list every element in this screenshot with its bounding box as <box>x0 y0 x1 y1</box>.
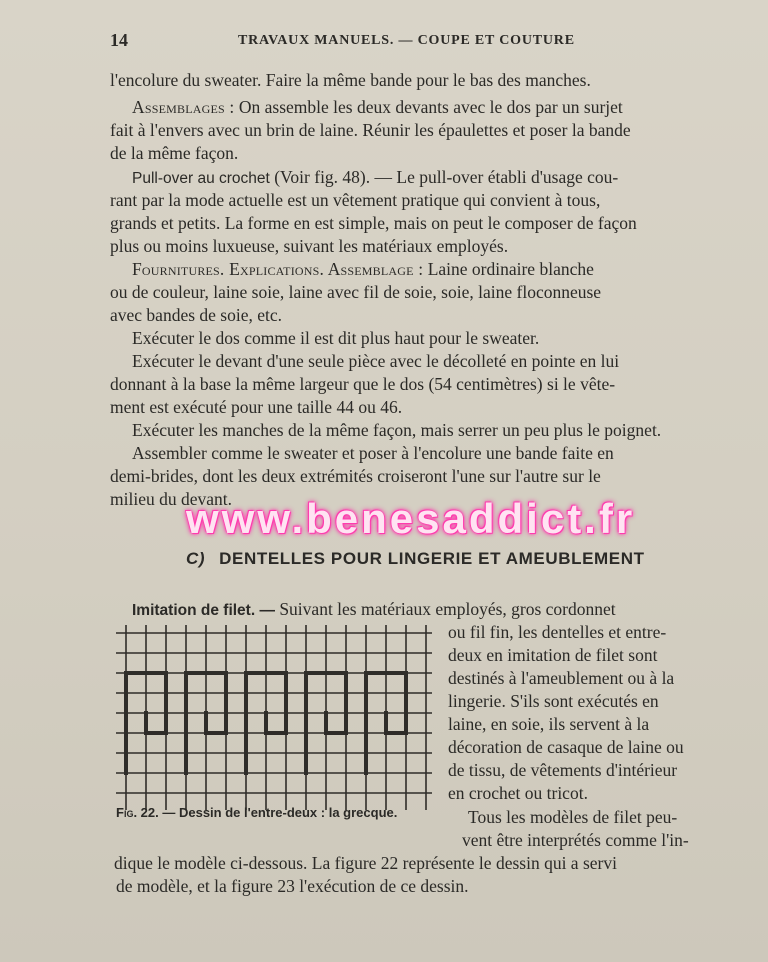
text-line: destinés à l'ameublement ou à la <box>448 668 675 688</box>
paragraph-heading: Imitation de filet. — <box>132 602 275 619</box>
text-line: deux en imitation de filet sont <box>448 645 658 665</box>
text-line: Exécuter le devant d'une seule pièce avec le décolleté en pointe en lui <box>132 351 620 371</box>
text-fragment: On assemble les deux devants avec le dos par un surjet <box>234 97 623 117</box>
text-fragment: (Voir fig. 48). — Le pull-over établi d'usage cou- <box>269 167 619 187</box>
text-line: milieu du devant. <box>110 489 232 509</box>
paragraph-heading: Fournitures. Explications. Assemblage : <box>132 259 424 279</box>
text-line: laine, en soie, ils servent à la <box>448 714 650 734</box>
text-line: Assembler comme le sweater et poser à l'encolure une bande faite en <box>132 443 614 463</box>
text-line: de tissu, de vêtements d'intérieur <box>448 760 678 780</box>
figure-caption-text: — Dessin de l'entre-deux : la grecque. <box>158 805 398 820</box>
figure-number: Fig. 22. <box>116 805 159 820</box>
section-title: DENTELLES POUR LINGERIE ET AMEUBLEMENT <box>219 549 645 568</box>
text-fragment: Laine ordinaire blanche <box>423 259 594 279</box>
paragraph-pull-over <box>132 167 618 189</box>
text-line: plus ou moins luxueuse, suivant les matériaux employés. <box>110 236 509 256</box>
paragraph-heading: Assemblages : <box>132 97 235 117</box>
text-line: vent être interprétés comme l'in- <box>462 830 689 850</box>
paragraph-assemblages <box>132 97 623 117</box>
text-line: décoration de casaque de laine ou <box>448 737 684 757</box>
text-fragment: Suivant les matériaux employés, gros cordonnet <box>274 599 616 619</box>
text-line: donnant à la base la même largeur que le dos (54 centimètres) si le vête- <box>110 374 616 394</box>
text-line: fait à l'envers avec un brin de laine. Réunir les épaulettes et poser la bande <box>110 120 631 140</box>
text-line: ou fil fin, les dentelles et entre- <box>448 622 667 642</box>
page-header <box>110 30 730 54</box>
text-line: de la même façon. <box>110 143 239 163</box>
section-letter: C) <box>186 549 206 568</box>
section-heading <box>186 549 645 569</box>
text-line: dique le modèle ci-dessous. La figure 22 représente le dessin qui a servi <box>114 853 617 873</box>
filet-grid-illustration <box>116 625 436 810</box>
text-line: demi-brides, dont les deux extrémités croiseront l'une sur l'autre sur le <box>110 466 601 486</box>
text-line: lingerie. S'ils sont exécutés en <box>448 691 659 711</box>
text-line: rant par la mode actuelle est un vêtement pratique qui convient à tous, <box>110 190 601 210</box>
text-line: en crochet ou tricot. <box>448 783 588 803</box>
text-line: avec bandes de soie, etc. <box>110 305 283 325</box>
running-head: TRAVAUX MANUELS. — COUPE ET COUTURE <box>238 33 575 48</box>
text-line: Exécuter le dos comme il est dit plus haut pour le sweater. <box>132 328 540 348</box>
paragraph-imitation-filet <box>132 599 616 621</box>
text-line: l'encolure du sweater. Faire la même bande pour le bas des manches. <box>110 70 591 90</box>
text-line: Tous les modèles de filet peu- <box>468 807 678 827</box>
paragraph-fournitures <box>132 259 594 279</box>
figure-caption <box>116 805 397 820</box>
paragraph-heading: Pull-over au crochet <box>132 170 270 187</box>
text-line: Exécuter les manches de la même façon, mais serrer un peu plus le poignet. <box>132 420 662 440</box>
text-line: ou de couleur, laine soie, laine avec fil de soie, soie, laine floconneuse <box>110 282 602 302</box>
text-line: grands et petits. La forme en est simple, mais on peut le composer de façon <box>110 213 637 233</box>
text-line: ment est exécuté pour une taille 44 ou 46. <box>110 397 403 417</box>
text-line: de modèle, et la figure 23 l'exécution de ce dessin. <box>116 876 469 896</box>
figure-22 <box>116 625 436 810</box>
watermark: www.benesaddict.fr <box>186 495 636 542</box>
page-number: 14 <box>110 30 128 50</box>
